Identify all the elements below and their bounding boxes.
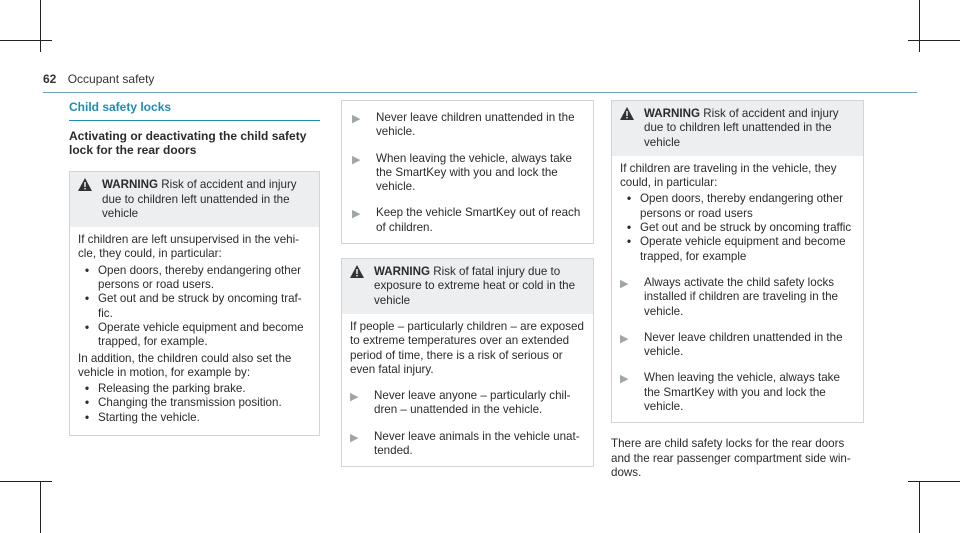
bullet-list [620,192,855,263]
warning-box [611,100,864,423]
list-item: ▶ Never leave children unattended in the vehicle. [620,330,843,359]
list-item: • Open doors, thereby endangering other persons or road users [640,192,855,221]
chapter-title: Occupant safety [67,72,155,86]
warning-box [341,258,594,467]
arrow-icon: ▶ [620,373,629,386]
warning-body [342,314,593,466]
arrow-icon: ▶ [350,431,359,444]
warning-label: WARNING [644,107,701,120]
list-item: ▶ When leaving the vehicle, always take the SmartKey with you and lock the vehicle. [620,371,840,414]
warning-header [342,259,593,314]
list-item: • Get out and be struck by oncoming traffic [640,221,855,235]
list-item: • Releasing the parking brake. [98,382,311,396]
bullet-list [78,264,311,350]
list-item: • Open doors, thereby endangering other persons or road users. [98,264,311,293]
column-3 [611,100,864,480]
list-item: • Operate vehicle equipment and become trapped, for example. [98,321,311,350]
warning-box [69,171,320,436]
column-2 [341,100,594,467]
warning-head-text: Risk of accident and injury due to children left unattended in the vehicle [102,178,297,220]
list-item: ▶ When leaving the vehicle, always take the SmartKey with you and lock the vehicle. [352,151,572,194]
arrow-icon: ▶ [352,153,361,166]
list-item: ▶ Always activate the child safety locks installed if children are traveling in the vehicle. [620,275,838,318]
warning-header [70,172,319,227]
list-item: • Changing the transmission position. [98,396,311,410]
bullet-list [78,382,311,425]
list-item: ▶ Keep the vehicle SmartKey out of reach of children. [352,206,581,234]
body-paragraph: There are child safety locks for the rear doors and the rear passenger compartment side win-dows. [611,437,851,479]
warning-triangle-icon [78,178,102,221]
page-header [43,72,154,86]
list-item: • Operate vehicle equipment and become trapped, for example [640,235,855,264]
header-rule [43,92,917,93]
warning-triangle-icon [620,107,644,150]
warning-intro: If children are traveling in the vehicle, they could, in particular: [620,161,837,190]
warning-body [70,227,319,435]
list-item: • Get out and be struck by oncoming traf-fic. [98,292,311,321]
warning-head-text: Risk of accident and injury due to children left unattended in the vehicle [644,107,839,149]
warning-label: WARNING [102,178,159,192]
arrow-icon: ▶ [620,277,629,290]
list-item: ▶ Never leave children unattended in the vehicle. [352,111,575,139]
list-item: ▶ Never leave anyone – particularly chil-dren – unattended in the vehicle. [350,389,571,417]
arrow-icon: ▶ [352,208,361,221]
subsection-title: Activating or deactivating the child safety lock for the rear doors [69,129,307,158]
arrow-icon: ▶ [350,391,359,404]
warning-body [612,156,863,422]
instruction-box [341,100,594,244]
arrow-icon: ▶ [620,332,629,345]
warning-paragraph: If people – particularly children – are exposed to extreme temperatures over an extended period of time, there is a risk of serious or even fatal injury. [350,319,584,376]
warning-header [612,101,863,156]
arrow-icon: ▶ [352,113,361,125]
section-title: Child safety locks [69,100,320,121]
list-item: ▶ Never leave animals in the vehicle unat-tended. [350,429,580,458]
warning-head-text: Risk of fatal injury due to exposure to extreme heat or cold in the vehicle [374,265,576,307]
column-1 [69,100,320,436]
warning-paragraph: In addition, the children could also set the vehicle in motion, for example by: [78,351,292,379]
list-item: • Starting the vehicle. [98,411,311,425]
warning-label: WARNING [374,265,431,279]
page-number: 62 [43,72,57,86]
warning-triangle-icon [350,265,374,308]
warning-intro: If children are left unsupervised in the vehi-cle, they could, in particular: [78,233,300,261]
